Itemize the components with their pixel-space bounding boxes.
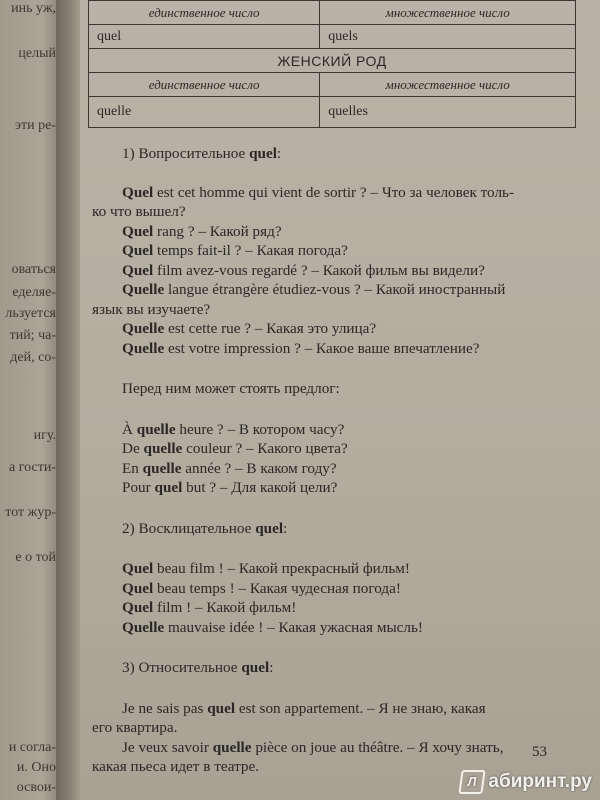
example-line bbox=[92, 478, 562, 498]
example-text: Je veux savoir bbox=[122, 738, 213, 756]
example-text: année ? – В каком году? bbox=[181, 459, 337, 477]
example-line bbox=[92, 598, 562, 618]
quel-forms-table bbox=[88, 0, 576, 128]
example-line bbox=[92, 319, 562, 339]
section-heading bbox=[92, 144, 562, 164]
example-text: De bbox=[122, 440, 144, 457]
example-keyword: Quelle bbox=[122, 618, 165, 636]
example-text: heure ? – В котором часу? bbox=[175, 420, 345, 438]
left-page-fragment: е о той bbox=[15, 550, 56, 565]
left-facing-page bbox=[0, 0, 60, 800]
example-keyword: quel bbox=[154, 479, 183, 496]
example-text: est cet homme qui vient de sortir ? – Что за человек толь- bbox=[153, 183, 515, 201]
example-text: mauvaise idée ! – Какая ужасная мысль! bbox=[164, 618, 423, 636]
example-keyword: Quel bbox=[122, 242, 154, 259]
example-keyword: Quel bbox=[122, 599, 154, 616]
example-line-continuation: его квартира. bbox=[92, 719, 178, 736]
example-line bbox=[92, 222, 562, 242]
table-row bbox=[89, 73, 576, 97]
table-row bbox=[89, 97, 576, 128]
labirint-logo-icon: Л bbox=[459, 770, 486, 794]
section-heading bbox=[92, 519, 562, 539]
example-text: pièce on joue au théâtre. – Я хочу знать, bbox=[251, 738, 504, 756]
example-text: Je ne sais pas bbox=[122, 699, 208, 717]
left-page-fragment: и согла- bbox=[8, 740, 56, 755]
example-keyword: Quelle bbox=[122, 281, 165, 298]
example-text: est son appartement. – Я не знаю, какая bbox=[235, 699, 486, 717]
table-row bbox=[89, 25, 576, 49]
example-line bbox=[92, 339, 562, 359]
example-keyword: quel bbox=[207, 699, 236, 717]
example-keyword: Quel bbox=[122, 183, 154, 201]
left-page-fragment: эти ре- bbox=[15, 118, 56, 133]
example-text: but ? – Для какой цели? bbox=[182, 479, 338, 496]
example-text: Pour bbox=[122, 479, 155, 496]
example-line bbox=[92, 579, 562, 599]
watermark bbox=[460, 770, 592, 794]
example-line bbox=[92, 183, 562, 203]
left-page-fragment: оваться bbox=[11, 262, 56, 277]
table-header-cell: множественное число bbox=[320, 1, 576, 25]
example-line bbox=[92, 261, 562, 281]
example-keyword: quelle bbox=[136, 420, 176, 438]
example-line bbox=[92, 439, 562, 459]
page-number: 53 bbox=[532, 744, 547, 760]
example-text: film avez-vous regardé ? – Какой фильм вы видели? bbox=[153, 261, 485, 279]
heading-text: 2) Восклицательное bbox=[122, 519, 256, 537]
example-line-continuation: ко что вышел? bbox=[92, 203, 186, 220]
example-keyword: Quel bbox=[122, 222, 154, 240]
heading-keyword: quel bbox=[241, 659, 270, 676]
table-header-cell: единственное число bbox=[89, 1, 320, 25]
table-row bbox=[89, 1, 576, 25]
table-cell: quelle bbox=[89, 97, 320, 128]
example-line-continuation: какая пьеса идет в театре. bbox=[92, 758, 260, 775]
example-keyword: Quel bbox=[122, 560, 154, 577]
example-text: couleur ? – Какого цвета? bbox=[182, 440, 348, 457]
table-header-cell: единственное число bbox=[89, 73, 320, 97]
table-cell: quelles bbox=[320, 97, 576, 128]
example-text: film ! – Какой фильм! bbox=[153, 599, 297, 616]
left-page-fragment: игу. bbox=[33, 428, 56, 443]
heading-keyword: quel bbox=[255, 519, 284, 537]
heading-text: 3) Относительное bbox=[122, 659, 242, 676]
example-line-continuation: язык вы изучаете? bbox=[92, 300, 211, 318]
example-text: À bbox=[122, 420, 137, 438]
heading-text: : bbox=[276, 145, 282, 162]
section-heading bbox=[92, 658, 562, 678]
example-keyword: Quelle bbox=[122, 320, 165, 337]
left-page-fragment: тот жур- bbox=[5, 505, 56, 520]
example-text: beau film ! – Какой прекрасный фильм! bbox=[153, 560, 410, 577]
page-body bbox=[92, 144, 562, 777]
book-gutter bbox=[56, 0, 82, 800]
example-line bbox=[92, 420, 562, 440]
example-line bbox=[92, 738, 562, 758]
heading-text: 1) Вопросительное bbox=[122, 145, 250, 162]
example-text: temps fait-il ? – Какая погода? bbox=[153, 242, 348, 259]
left-page-fragment: а гости- bbox=[9, 460, 56, 475]
heading-text: : bbox=[269, 659, 274, 676]
example-line bbox=[92, 699, 562, 719]
table-section-title: ЖЕНСКИЙ РОД bbox=[89, 49, 576, 73]
example-keyword: quelle bbox=[142, 459, 182, 477]
book-page bbox=[80, 0, 600, 800]
example-line bbox=[92, 280, 562, 300]
table-cell: quel bbox=[89, 25, 320, 49]
example-line bbox=[92, 459, 562, 479]
example-keyword: Quelle bbox=[122, 339, 165, 357]
example-line bbox=[92, 559, 562, 579]
paragraph: Перед ним может стоять предлог: bbox=[122, 380, 340, 397]
example-text: rang ? – Какой ряд? bbox=[153, 222, 282, 240]
example-keyword: quelle bbox=[212, 738, 252, 756]
table-header-cell: множественное число bbox=[320, 73, 576, 97]
example-line bbox=[92, 241, 562, 261]
left-page-fragment: льзуется bbox=[5, 306, 56, 321]
left-page-fragment: целый bbox=[18, 46, 56, 61]
left-page-fragment: дей, со- bbox=[10, 350, 56, 365]
left-page-fragment: тий; ча- bbox=[9, 328, 56, 343]
example-keyword: quelle bbox=[143, 440, 183, 457]
table-row bbox=[89, 49, 576, 73]
watermark-text: абиринт.ру bbox=[488, 771, 592, 792]
example-text: est cette rue ? – Какая это улица? bbox=[164, 320, 377, 337]
example-text: beau temps ! – Какая чудесная погода! bbox=[153, 579, 401, 597]
example-text: est votre impression ? – Какое ваше впечатление? bbox=[164, 339, 480, 357]
left-page-fragment: и. Оно bbox=[16, 760, 56, 775]
left-page-fragment: инь уж, bbox=[11, 1, 56, 16]
table-cell: quels bbox=[320, 25, 576, 49]
example-line bbox=[92, 618, 562, 638]
example-text: En bbox=[122, 459, 143, 477]
left-page-fragment: освои- bbox=[16, 780, 56, 795]
heading-keyword: quel bbox=[249, 145, 277, 162]
example-text: langue étrangère étudiez-vous ? – Какой иностранный bbox=[164, 281, 506, 298]
heading-text: : bbox=[283, 519, 288, 537]
example-keyword: Quel bbox=[122, 579, 154, 597]
example-keyword: Quel bbox=[122, 261, 154, 279]
left-page-fragment: еделяе- bbox=[12, 285, 56, 300]
